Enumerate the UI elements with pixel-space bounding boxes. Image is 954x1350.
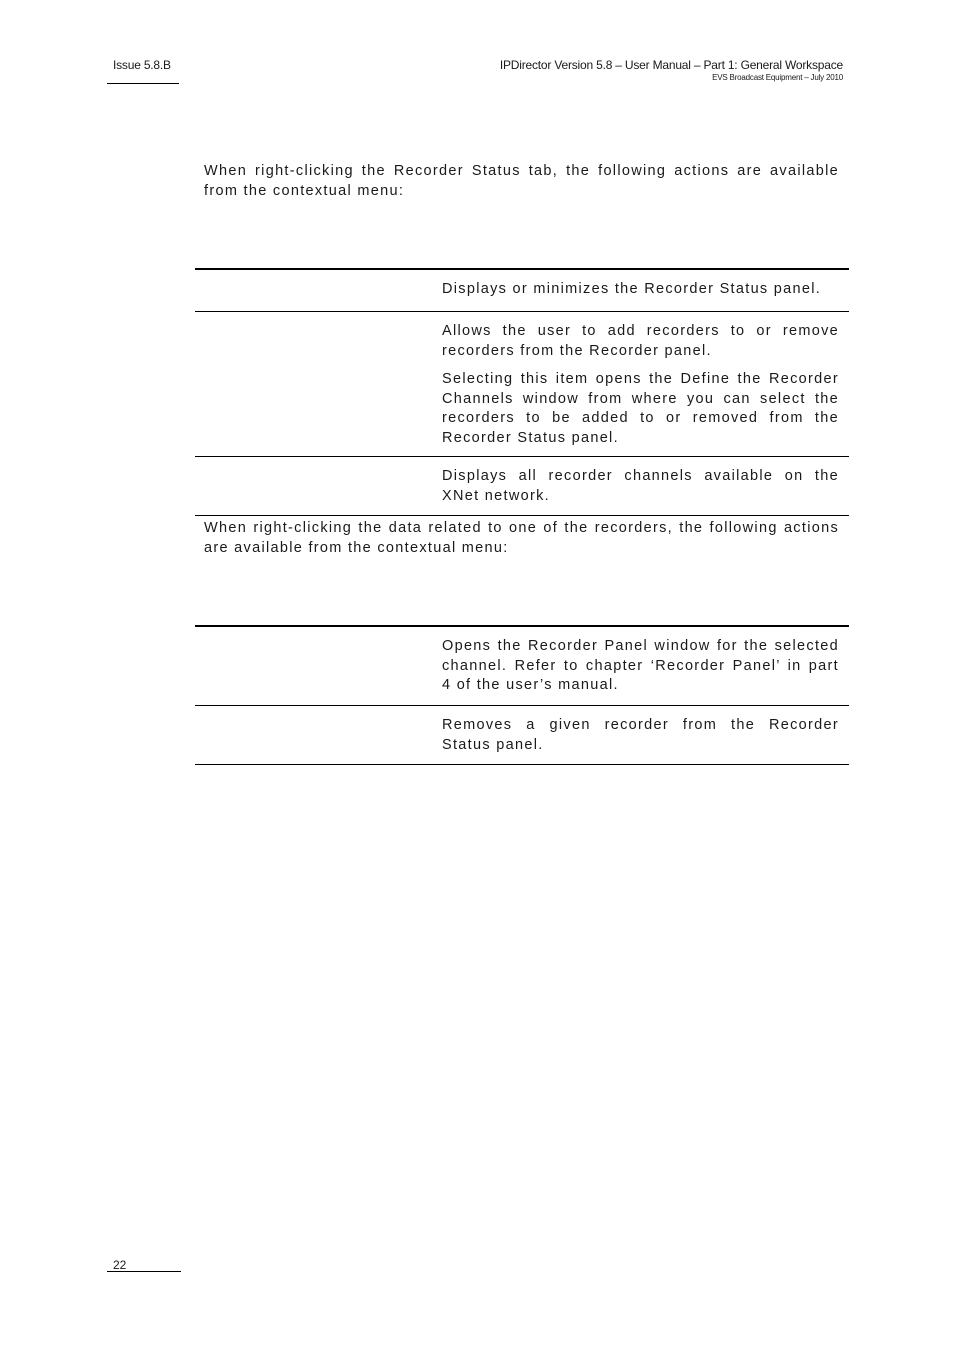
page-number: 22 [113, 1258, 127, 1272]
table-row [195, 270, 849, 312]
document-subtitle: EVS Broadcast Equipment – July 2010 [712, 73, 843, 82]
row-description: Selecting this item opens the Define the Recorder Channels window from where you can select the recorders to be added to or removed from the Recorder Status panel. [442, 371, 839, 446]
intro-paragraph: When right-clicking the Recorder Status tab, the following actions are available from the contextual menu: [204, 163, 839, 199]
table-row [195, 627, 849, 706]
row-description: Allows the user to add recorders to or remove recorders from the Recorder panel. [442, 323, 839, 359]
row-description: Displays or minimizes the Recorder Status panel. [442, 281, 822, 297]
row-description: Opens the Recorder Panel window for the selected channel. Refer to chapter ‘Recorder Panel’ in part 4 of the user’s manual. [442, 638, 839, 693]
row-description: Displays all recorder channels available on the XNet network. [442, 468, 839, 504]
recorder-data-actions-table [195, 625, 849, 765]
recorder-data-paragraph: When right-clicking the data related to one of the recorders, the following actions are available from the contextual menu: [204, 520, 839, 556]
page-header [500, 58, 843, 82]
footer-rule [107, 1271, 181, 1272]
row-description: Removes a given recorder from the Recorder Status panel. [442, 717, 839, 753]
recorder-tab-actions-table [195, 268, 849, 516]
issue-label: Issue 5.8.B [113, 58, 171, 72]
table-row [195, 457, 849, 516]
table-row [195, 706, 849, 765]
header-left-rule [107, 83, 179, 84]
table-row [195, 312, 849, 457]
document-title: IPDirector Version 5.8 – User Manual – Part 1: General Workspace [499, 58, 843, 72]
